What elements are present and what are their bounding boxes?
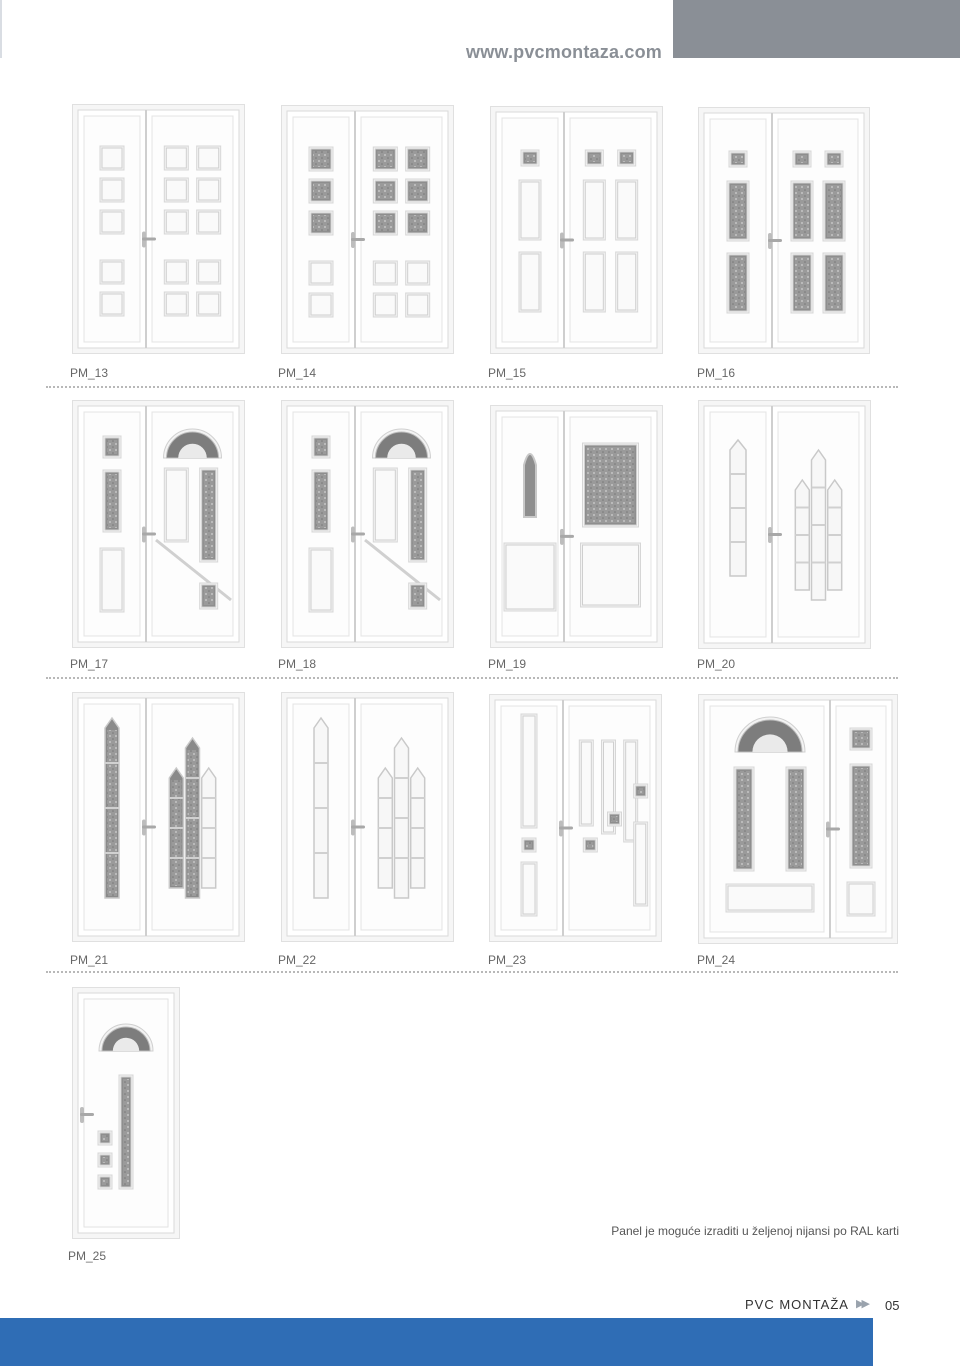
door-label: PM_23 bbox=[488, 953, 527, 967]
door-image-pm-14 bbox=[281, 105, 454, 354]
door-image-pm-20 bbox=[698, 400, 871, 649]
double-arrow-icon: ▶▶ bbox=[856, 1298, 867, 1310]
footer-brand: PVC MONTAŽA bbox=[745, 1297, 849, 1312]
row-separator bbox=[46, 386, 898, 388]
door-image-pm-21 bbox=[72, 692, 245, 942]
door-drawing bbox=[72, 400, 245, 648]
door-image-pm-25 bbox=[72, 987, 180, 1239]
door-image-pm-17 bbox=[72, 400, 245, 648]
door-label: PM_19 bbox=[488, 657, 527, 671]
door-drawing bbox=[698, 107, 870, 354]
door-image-pm-24 bbox=[698, 694, 898, 944]
door-label: PM_18 bbox=[278, 657, 317, 671]
ral-note: Panel je moguće izraditi u željenoj nijansi po RAL karti bbox=[611, 1224, 899, 1238]
door-label: PM_15 bbox=[488, 366, 527, 380]
door-label: PM_25 bbox=[68, 1249, 107, 1263]
door-drawing bbox=[698, 694, 898, 944]
door-label: PM_13 bbox=[70, 366, 109, 380]
left-accent bbox=[0, 0, 2, 58]
door-label: PM_16 bbox=[697, 366, 736, 380]
door-drawing bbox=[72, 104, 245, 354]
door-label: PM_21 bbox=[70, 953, 109, 967]
page-number: 05 bbox=[885, 1298, 900, 1313]
door-label: PM_22 bbox=[278, 953, 317, 967]
door-image-pm-19 bbox=[490, 405, 663, 648]
door-label: PM_24 bbox=[697, 953, 736, 967]
door-image-pm-23 bbox=[489, 694, 662, 942]
door-drawing bbox=[698, 400, 871, 649]
door-drawing bbox=[281, 105, 454, 354]
door-drawing bbox=[72, 692, 245, 942]
door-image-pm-13 bbox=[72, 104, 245, 354]
door-image-pm-16 bbox=[698, 107, 870, 354]
door-drawing bbox=[489, 694, 662, 942]
door-label: PM_17 bbox=[70, 657, 109, 671]
door-image-pm-22 bbox=[281, 692, 454, 942]
row-separator bbox=[46, 677, 898, 679]
door-drawing bbox=[490, 405, 663, 648]
door-drawing bbox=[281, 400, 454, 648]
row-separator bbox=[46, 971, 898, 973]
door-drawing bbox=[281, 692, 454, 942]
door-drawing bbox=[72, 987, 180, 1239]
website-url[interactable]: www.pvcmontaza.com bbox=[466, 42, 662, 62]
door-label: PM_14 bbox=[278, 366, 317, 380]
header-bar bbox=[673, 0, 960, 58]
door-image-pm-18 bbox=[281, 400, 454, 648]
door-drawing bbox=[490, 106, 663, 354]
door-label: PM_20 bbox=[697, 657, 736, 671]
door-image-pm-15 bbox=[490, 106, 663, 354]
footer-bar bbox=[0, 1318, 873, 1366]
